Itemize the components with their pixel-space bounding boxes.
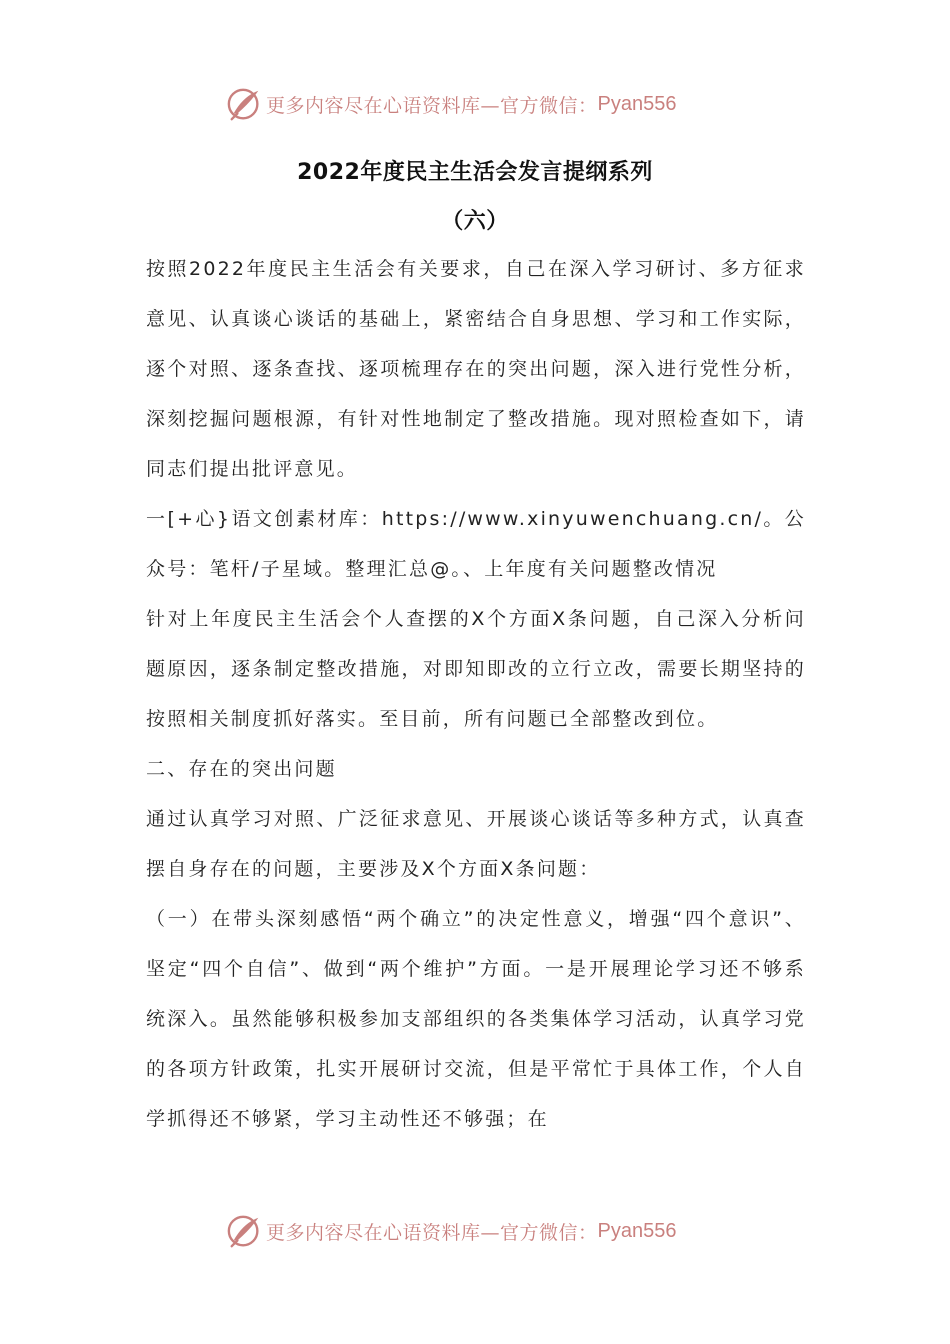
pen-logo-icon xyxy=(226,1212,264,1250)
watermark-header xyxy=(226,84,676,124)
watermark-text: 更多内容尽在心语资料库—官方微信： xyxy=(266,94,598,117)
watermark-footer xyxy=(226,1211,676,1251)
paragraph-section-two-heading: 二、存在的突出问题 xyxy=(146,758,337,780)
document-body xyxy=(146,244,806,1144)
watermark-wechat-id: Pyan556 xyxy=(597,92,677,115)
paragraph-problems-summary: 通过认真学习对照、广泛征求意见、开展谈心谈话等多种方式，认真查摆自身存在的问题，主要涉及X个方面X条问题： xyxy=(146,808,806,880)
paragraph-section-one-heading: 一[+心}语文创素材库：https://www.xinyuwenchuang.cn/。公众号：笔杆/子星域。整理汇总@。、上年度有关问题整改情况 xyxy=(146,508,806,580)
pen-logo-icon xyxy=(226,85,264,123)
paragraph-rectification: 针对上年度民主生活会个人查摆的X个方面X条问题，自己深入分析问题原因，逐条制定整改措施，对即知即改的立行立改，需要长期坚持的按照相关制度抓好落实。至目前，所有问题已全部整改到位。 xyxy=(146,608,806,730)
document-title: 2022年度民主生活会发言提纲系列 xyxy=(297,160,653,185)
paragraph-problem-one: （一）在带头深刻感悟“两个确立”的决定性意义，增强“四个意识”、坚定“四个自信”、做到“两个维护”方面。一是开展理论学习还不够系统深入。虽然能够积极参加支部组织的各类集体学习活动，认真学习党的各项方针政策，扎实开展研讨交流，但是平常忙于具体工作，个人自学抓得还不够紧，学习主动性还不够强；在 xyxy=(146,908,806,1130)
watermark-text: 更多内容尽在心语资料库—官方微信： xyxy=(266,1221,598,1244)
paragraph-intro: 按照2022年度民主生活会有关要求，自己在深入学习研讨、多方征求意见、认真谈心谈话的基础上，紧密结合自身思想、学习和工作实际，逐个对照、逐条查找、逐项梳理存在的突出问题，深入进行党性分析，深刻挖掘问题根源，有针对性地制定了整改措施。现对照检查如下，请同志们提出批评意见。 xyxy=(146,258,806,480)
watermark-wechat-id: Pyan556 xyxy=(597,1219,677,1242)
document-subtitle: （六） xyxy=(441,209,509,234)
